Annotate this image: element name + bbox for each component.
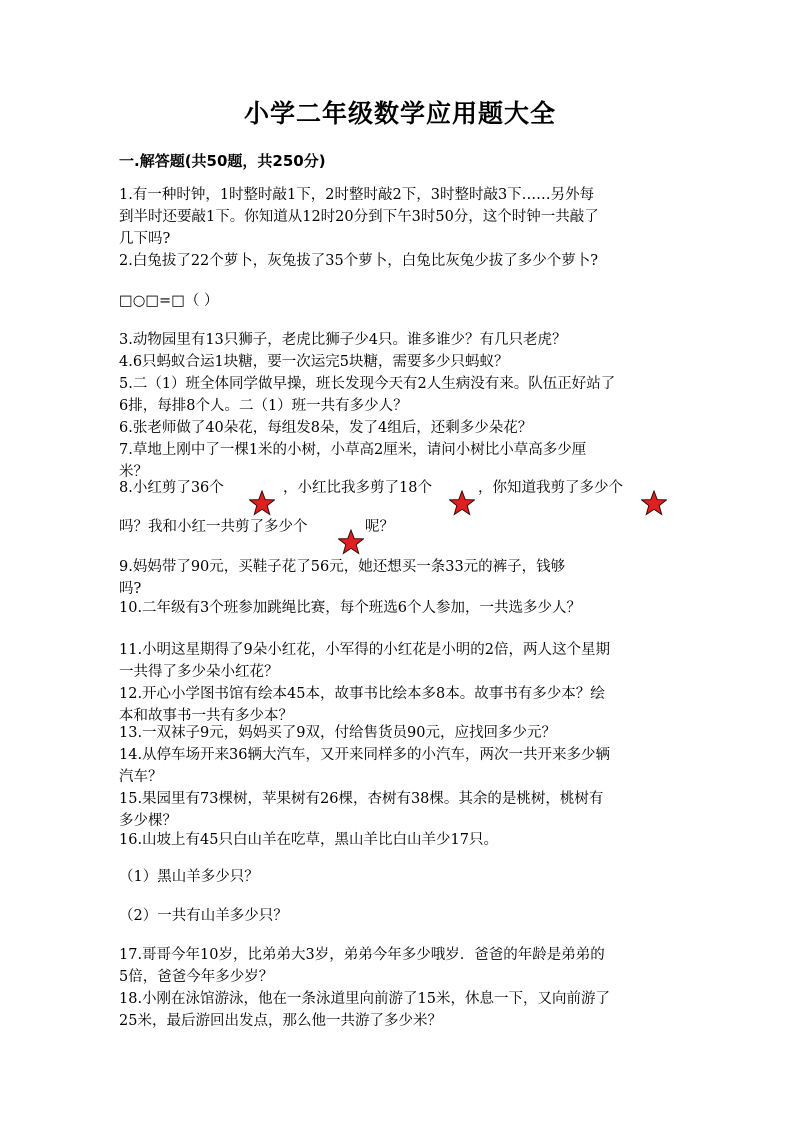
question-12-line-1: 12.开心小学图书馆有绘本45本，故事书比绘本多8本。故事书有多少本？绘 <box>119 686 605 702</box>
question-17-line-1: 17.哥哥今年10岁，比弟弟大3岁，弟弟今年多少哦岁．爸爸的年龄是弟弟的 <box>119 947 605 963</box>
question-14-line-2: 汽车？ <box>119 769 163 785</box>
question-8-part-4: 吗？我和小红一共剪了多少个 <box>119 519 308 535</box>
question-5-line-2: 6排，每排8个人。二（1）班一共有多少人？ <box>119 398 408 414</box>
star-icon <box>641 490 667 516</box>
question-15-line-1: 15.果园里有73棵树，苹果树有26棵，杏树有38棵。其余的是桃树，桃树有 <box>119 791 604 807</box>
question-3: 3.动物园里有13只狮子，老虎比狮子少4只。谁多谁少？有几只老虎？ <box>119 332 567 348</box>
question-13: 13.一双袜子9元，妈妈买了9双，付给售货员90元，应找回多少元？ <box>119 725 556 741</box>
question-14-line-1: 14.从停车场开来36辆大汽车，又开来同样多的小汽车，两次一共开来多少辆 <box>119 747 611 763</box>
question-10: 10.二年级有3个班参加跳绳比赛，每个班选6个人参加，一共选多少人？ <box>119 600 582 616</box>
question-9-line-1: 9.妈妈带了90元，买鞋子花了56元，她还想买一条33元的裤子，钱够 <box>119 559 566 575</box>
question-8-part-1: 8.小红剪了36个 <box>119 480 224 496</box>
page-title: 小学二年级数学应用题大全 <box>243 99 556 128</box>
question-11-line-2: 一共得了多少朵小红花？ <box>119 664 279 680</box>
question-8-part-2: ，小红比我多剪了18个 <box>283 480 432 496</box>
star-icon <box>338 529 364 555</box>
question-1-line-2: 到半时还要敲1下。你知道从12时20分到下午3时50分，这个时钟一共敲了 <box>119 209 599 225</box>
question-11-line-1: 11.小明这星期得了9朵小红花，小军得的小红花是小明的2倍，两人这个星期 <box>119 642 611 658</box>
question-2-line-1: 2.白兔拔了22个萝卜，灰兔拔了35个萝卜，白兔比灰兔少拔了多少个萝卜? <box>119 253 599 269</box>
question-7-line-2: 米？ <box>119 464 148 480</box>
question-4: 4.6只蚂蚁合运1块糖，要一次运完5块糖，需要多少只蚂蚁？ <box>119 354 509 370</box>
star-icon <box>449 490 475 516</box>
question-9-line-2: 吗? <box>119 581 142 597</box>
question-15-line-2: 多少棵？ <box>119 813 177 829</box>
question-18-line-2: 25米，最后游回出发点，那么他一共游了多少米？ <box>119 1013 442 1029</box>
question-16-part-1: （1）黑山羊多少只？ <box>119 869 259 885</box>
question-2-equation: □○□=□（ ） <box>119 293 219 309</box>
question-8-part-3: ，你知道我剪了多少个 <box>478 480 623 496</box>
section-heading: 一.解答题(共50题，共250分) <box>119 152 326 170</box>
question-8-part-5: 呢？ <box>365 519 394 535</box>
question-1-line-1: 1.有一种时钟，1时整时敲1下，2时整时敲2下，3时整时敲3下……另外每 <box>119 187 595 203</box>
question-12-line-2: 本和故事书一共有多少本？ <box>119 708 293 724</box>
question-1-line-3: 几下吗? <box>119 231 171 247</box>
question-7-line-1: 7.草地上刚中了一棵1米的小树，小草高2厘米，请问小树比小草高多少厘 <box>119 442 587 458</box>
question-16: 16.山坡上有45只白山羊在吃草，黑山羊比白山羊少17只。 <box>119 832 498 848</box>
question-5-line-1: 5.二（1）班全体同学做早操，班长发现今天有2人生病没有来。队伍正好站了 <box>119 376 616 392</box>
question-17-line-2: 5倍，爸爸今年多少岁？ <box>119 969 274 985</box>
question-16-part-2: （2）一共有山羊多少只？ <box>119 908 288 924</box>
question-6: 6.张老师做了40朵花，每组发8朵，发了4组后，还剩多少朵花？ <box>119 420 533 436</box>
question-18-line-1: 18.小刚在泳馆游泳，他在一条泳道里向前游了15米，休息一下，又向前游了 <box>119 991 611 1007</box>
star-icon <box>249 490 275 516</box>
